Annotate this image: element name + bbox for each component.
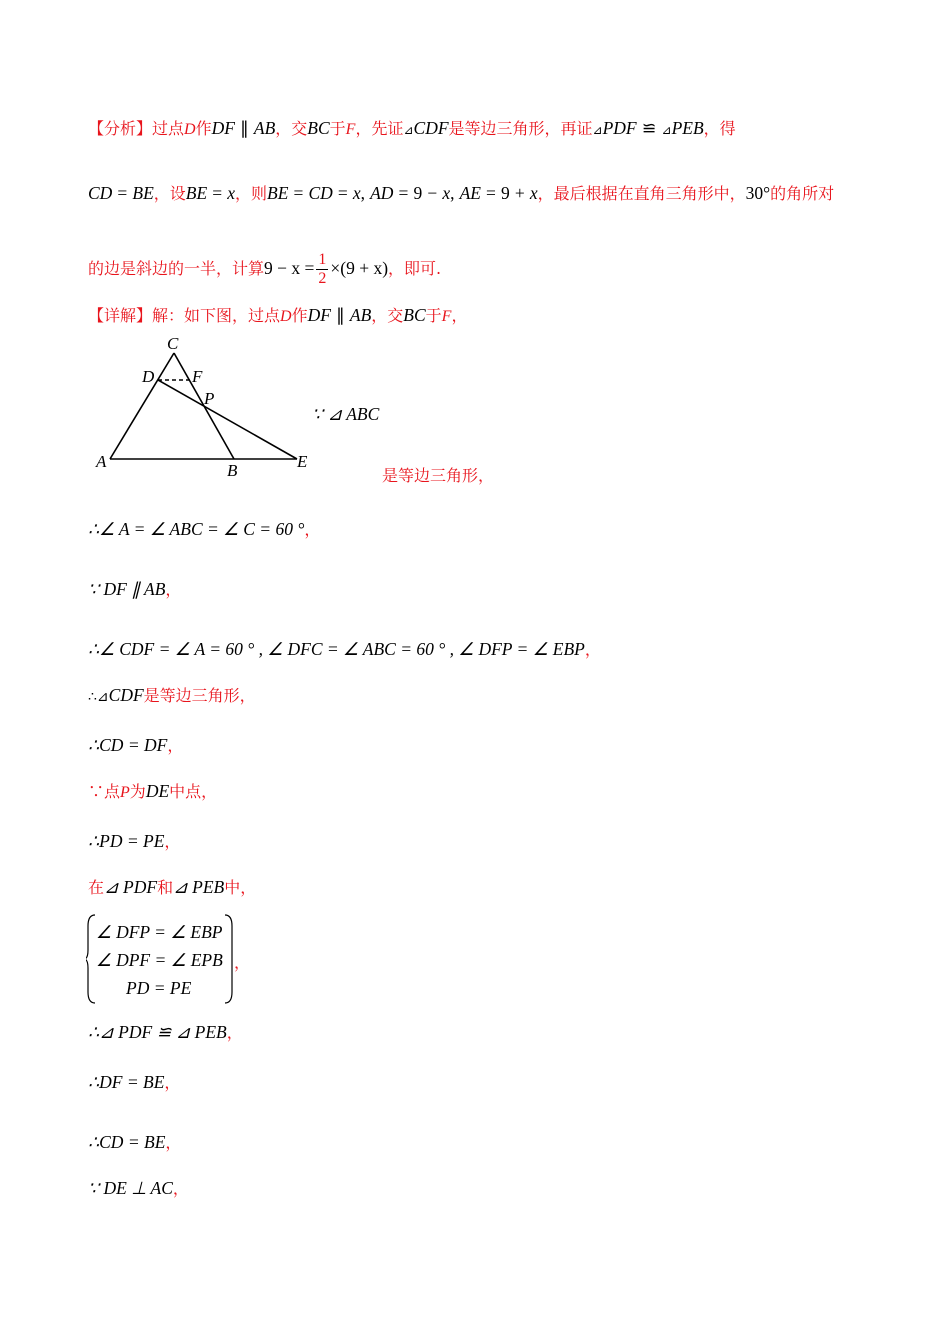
detail-intro: 【详解】解：如下图，过点D作DF ∥ AB，交BC于F，	[88, 305, 468, 325]
analysis-tag: 【分析】	[88, 119, 153, 138]
triangle-figure	[90, 332, 330, 482]
label-b: B	[227, 461, 238, 480]
step-de-perp-ac: ∵ DE ⊥ AC，	[88, 1178, 189, 1198]
step-df-eq-be: ∴DF = BE，	[88, 1072, 181, 1092]
label-d: D	[142, 367, 155, 386]
condition-1: ∠ DFP = ∠ EBP	[96, 922, 223, 942]
label-f: F	[192, 367, 203, 386]
abc-equilateral: 是等边三角形，	[382, 466, 495, 485]
step-in-triangles: 在⊿ PDF和⊿ PEB中，	[88, 877, 257, 897]
step-df-parallel-ab: ∵ DF ∥ AB，	[88, 579, 182, 599]
step-cd-eq-df: ∴CD = DF，	[88, 735, 184, 755]
because-abc: ∵ ⊿ ABC	[312, 404, 380, 424]
detail-tag: 【详解】	[88, 306, 153, 325]
label-c: C	[167, 334, 179, 353]
step-congruent: ∴⊿ PDF ≌ ⊿ PEB，	[88, 1022, 243, 1042]
step-corresponding-angles: ∴∠ CDF = ∠ A = 60 ° , ∠ DFC = ∠ ABC = 60 ° , ∠ DFP = ∠ EBP，	[88, 639, 601, 659]
analysis-line-3: 的边是斜边的一半，计算9 − x = $\frac{1}{2}$ ×(9 + x)，即可.	[88, 251, 442, 287]
label-a: A	[96, 452, 107, 471]
step-cd-eq-be: ∴CD = BE，	[88, 1132, 182, 1152]
step-cdf-equilateral: ∴⊿CDF是等边三角形，	[88, 685, 256, 705]
fraction-one-half: $\frac{1}{2}$	[318, 251, 327, 287]
condition-3: PD = PE	[126, 978, 192, 998]
analysis-line-2: CD = BE，设BE = x，则BE = CD = x, AD = 9 − x, AE = 9 + x，最后根据在直角三角形中，30°的角所对	[88, 183, 835, 203]
label-p: P	[204, 389, 215, 408]
analysis-line-1: 【分析】过点D作DF ∥ AB，交BC于F，先证⊿CDF是等边三角形，再证⊿PDF ≌ ⊿PEB，得	[88, 118, 736, 138]
system-comma: ，	[234, 955, 251, 972]
condition-2: ∠ DPF = ∠ EPB	[96, 950, 223, 970]
step-angles-60: ∴∠ A = ∠ ABC = ∠ C = 60 °，	[88, 519, 321, 539]
congruence-conditions	[86, 912, 251, 1006]
label-e: E	[297, 452, 308, 471]
step-p-midpoint: ∵点P为DE中点，	[88, 781, 218, 801]
step-pd-eq-pe: ∴PD = PE，	[88, 831, 181, 851]
